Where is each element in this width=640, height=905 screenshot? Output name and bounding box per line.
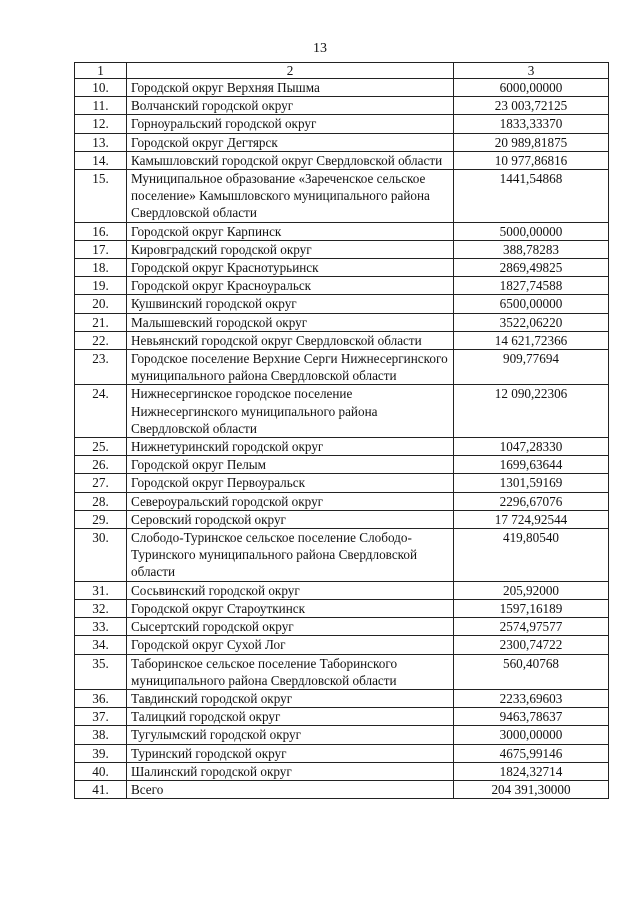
municipality-name: Сысертский городской округ [127,618,454,636]
row-number: 38. [75,726,127,744]
table-row [75,456,609,474]
row-number: 29. [75,510,127,528]
table-row [75,780,609,798]
amount-value: 14 621,72366 [454,331,609,349]
table-row [75,115,609,133]
row-number: 10. [75,79,127,97]
table-row [75,133,609,151]
municipality-name: Городской округ Краснотурьинск [127,259,454,277]
row-number: 37. [75,708,127,726]
municipality-name: Таборинское сельское поселение Таборинского муниципального района Свердловской области [127,654,454,689]
table-row [75,331,609,349]
amount-value: 1047,28330 [454,438,609,456]
amount-value: 2296,67076 [454,492,609,510]
municipality-name: Городской округ Староуткинск [127,599,454,617]
municipality-name: Нижнесергинское городское поселение Нижнесергинского муниципального района Свердловской области [127,385,454,438]
municipality-name: Тавдинский городской округ [127,689,454,707]
table-row [75,170,609,223]
amount-value: 1301,59169 [454,474,609,492]
municipality-name: Невьянский городской округ Свердловской области [127,331,454,349]
row-number: 19. [75,277,127,295]
municipality-name: Туринский городской округ [127,744,454,762]
row-number: 11. [75,97,127,115]
municipality-name: Кировградский городской округ [127,240,454,258]
row-number: 33. [75,618,127,636]
row-number: 25. [75,438,127,456]
table-row [75,492,609,510]
row-number: 14. [75,151,127,169]
table-row [75,350,609,385]
table-row [75,240,609,258]
amount-value: 23 003,72125 [454,97,609,115]
municipality-name: Талицкий городской округ [127,708,454,726]
amount-value: 2233,69603 [454,689,609,707]
amount-value: 1699,63644 [454,456,609,474]
table-header-row [75,63,609,79]
row-number: 13. [75,133,127,151]
table-row [75,151,609,169]
municipality-name: Городской округ Пелым [127,456,454,474]
amount-value: 205,92000 [454,581,609,599]
page-number: 13 [313,41,327,56]
table-row [75,529,609,582]
amount-value: 2869,49825 [454,259,609,277]
table-row [75,277,609,295]
municipality-name: Шалинский городской округ [127,762,454,780]
amount-value: 6000,00000 [454,79,609,97]
table-row [75,385,609,438]
table-row [75,295,609,313]
row-number: 22. [75,331,127,349]
table-row [75,474,609,492]
amount-value: 6500,00000 [454,295,609,313]
municipality-name: Всего [127,780,454,798]
table-row [75,438,609,456]
amount-value: 3000,00000 [454,726,609,744]
column-header-name: 2 [127,63,454,79]
municipality-name: Городское поселение Верхние Серги Нижнесергинского муниципального района Свердловской области [127,350,454,385]
table-row [75,222,609,240]
row-number: 20. [75,295,127,313]
row-number: 24. [75,385,127,438]
column-header-number: 1 [75,63,127,79]
row-number: 36. [75,689,127,707]
amount-value: 12 090,22306 [454,385,609,438]
amount-value: 1833,33370 [454,115,609,133]
municipality-name: Кушвинский городской округ [127,295,454,313]
row-number: 28. [75,492,127,510]
amount-value: 2300,74722 [454,636,609,654]
municipality-name: Городской округ Красноуральск [127,277,454,295]
table-row [75,510,609,528]
row-number: 21. [75,313,127,331]
table-row [75,581,609,599]
municipality-name: Городской округ Верхняя Пышма [127,79,454,97]
amount-value: 2574,97577 [454,618,609,636]
row-number: 32. [75,599,127,617]
municipality-name: Городской округ Карпинск [127,222,454,240]
row-number: 31. [75,581,127,599]
row-number: 15. [75,170,127,223]
table-row [75,599,609,617]
table-row [75,762,609,780]
row-number: 40. [75,762,127,780]
table-row [75,636,609,654]
municipality-name: Муниципальное образование «Зареченское сельское поселение» Камышловского муниципального района Свердловской области [127,170,454,223]
amount-value: 20 989,81875 [454,133,609,151]
amount-value: 419,80540 [454,529,609,582]
municipality-name: Североуральский городской округ [127,492,454,510]
row-number: 23. [75,350,127,385]
row-number: 34. [75,636,127,654]
amount-value: 1827,74588 [454,277,609,295]
amount-value: 1824,32714 [454,762,609,780]
row-number: 41. [75,780,127,798]
allocation-table [74,62,609,799]
municipality-name: Городской округ Сухой Лог [127,636,454,654]
column-header-value: 3 [454,63,609,79]
row-number: 17. [75,240,127,258]
amount-value: 560,40768 [454,654,609,689]
table-row [75,654,609,689]
municipality-name: Горноуральский городской округ [127,115,454,133]
table-row [75,313,609,331]
amount-value: 1441,54868 [454,170,609,223]
row-number: 12. [75,115,127,133]
amount-value: 204 391,30000 [454,780,609,798]
municipality-name: Городской округ Первоуральск [127,474,454,492]
amount-value: 4675,99146 [454,744,609,762]
municipality-name: Малышевский городской округ [127,313,454,331]
municipality-name: Серовский городской округ [127,510,454,528]
municipality-name: Нижнетуринский городской округ [127,438,454,456]
amount-value: 909,77694 [454,350,609,385]
amount-value: 10 977,86816 [454,151,609,169]
municipality-name: Тугулымский городской округ [127,726,454,744]
row-number: 16. [75,222,127,240]
amount-value: 1597,16189 [454,599,609,617]
table-row [75,97,609,115]
row-number: 18. [75,259,127,277]
amount-value: 388,78283 [454,240,609,258]
row-number: 30. [75,529,127,582]
table-row [75,618,609,636]
row-number: 27. [75,474,127,492]
municipality-name: Камышловский городской округ Свердловской области [127,151,454,169]
table-row [75,689,609,707]
amount-value: 5000,00000 [454,222,609,240]
amount-value: 9463,78637 [454,708,609,726]
table-row [75,79,609,97]
row-number: 35. [75,654,127,689]
amount-value: 17 724,92544 [454,510,609,528]
municipality-name: Городской округ Дегтярск [127,133,454,151]
row-number: 26. [75,456,127,474]
table-row [75,259,609,277]
row-number: 39. [75,744,127,762]
municipality-name: Слободо-Туринское сельское поселение Слободо-Туринского муниципального района Свердловской области [127,529,454,582]
table-row [75,708,609,726]
table-row [75,726,609,744]
municipality-name: Сосьвинский городской округ [127,581,454,599]
municipality-name: Волчанский городской округ [127,97,454,115]
table-row [75,744,609,762]
amount-value: 3522,06220 [454,313,609,331]
